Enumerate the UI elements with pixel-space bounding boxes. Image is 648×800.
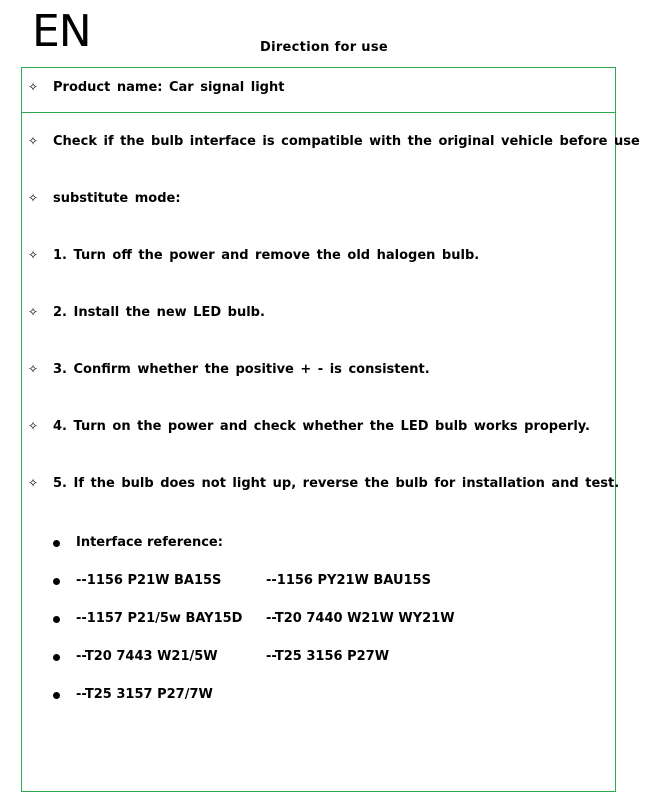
instruction-text: 4. Turn on the power and check whether the LED bulb works properly. (53, 419, 590, 434)
language-label: EN (32, 6, 91, 57)
filled-circle-bullet-icon (53, 654, 60, 661)
filled-circle-bullet-icon (53, 540, 60, 547)
interface-code: --T25 3157 P27/7W (76, 687, 213, 702)
four-point-star-outline-icon: ✧ (28, 248, 39, 262)
header-divider (22, 112, 615, 113)
four-point-star-outline-icon: ✧ (28, 80, 39, 94)
instruction-text: 1. Turn off the power and remove the old halogen bulb. (53, 248, 480, 263)
instruction-text: Product name: Car signal light (53, 80, 285, 95)
instruction-text: substitute mode: (53, 191, 181, 206)
instruction-text: Check if the bulb interface is compatible with the original vehicle before use (53, 134, 640, 149)
four-point-star-outline-icon: ✧ (28, 419, 39, 433)
interface-heading: Interface reference: (76, 535, 223, 550)
interface-code: --1156 P21W BA15S (76, 573, 222, 588)
interface-code: --T25 3156 P27W (266, 649, 390, 664)
page-title: Direction for use (260, 40, 388, 55)
four-point-star-outline-icon: ✧ (28, 191, 39, 205)
filled-circle-bullet-icon (53, 692, 60, 699)
interface-code: --1156 PY21W BAU15S (266, 573, 431, 588)
four-point-star-outline-icon: ✧ (28, 134, 39, 148)
filled-circle-bullet-icon (53, 578, 60, 585)
instructions-box (21, 67, 640, 792)
interface-code: --1157 P21/5w BAY15D (76, 611, 243, 626)
filled-circle-bullet-icon (53, 616, 60, 623)
four-point-star-outline-icon: ✧ (28, 476, 39, 490)
instruction-text: 5. If the bulb does not light up, reverse the bulb for installation and test. (53, 476, 620, 491)
four-point-star-outline-icon: ✧ (28, 305, 39, 319)
instruction-text: 3. Confirm whether the positive + - is consistent. (53, 362, 430, 377)
four-point-star-outline-icon: ✧ (28, 362, 39, 376)
interface-code: --T20 7443 W21/5W (76, 649, 218, 664)
interface-code: --T20 7440 W21W WY21W (266, 611, 455, 626)
instruction-text: 2. Install the new LED bulb. (53, 305, 265, 320)
